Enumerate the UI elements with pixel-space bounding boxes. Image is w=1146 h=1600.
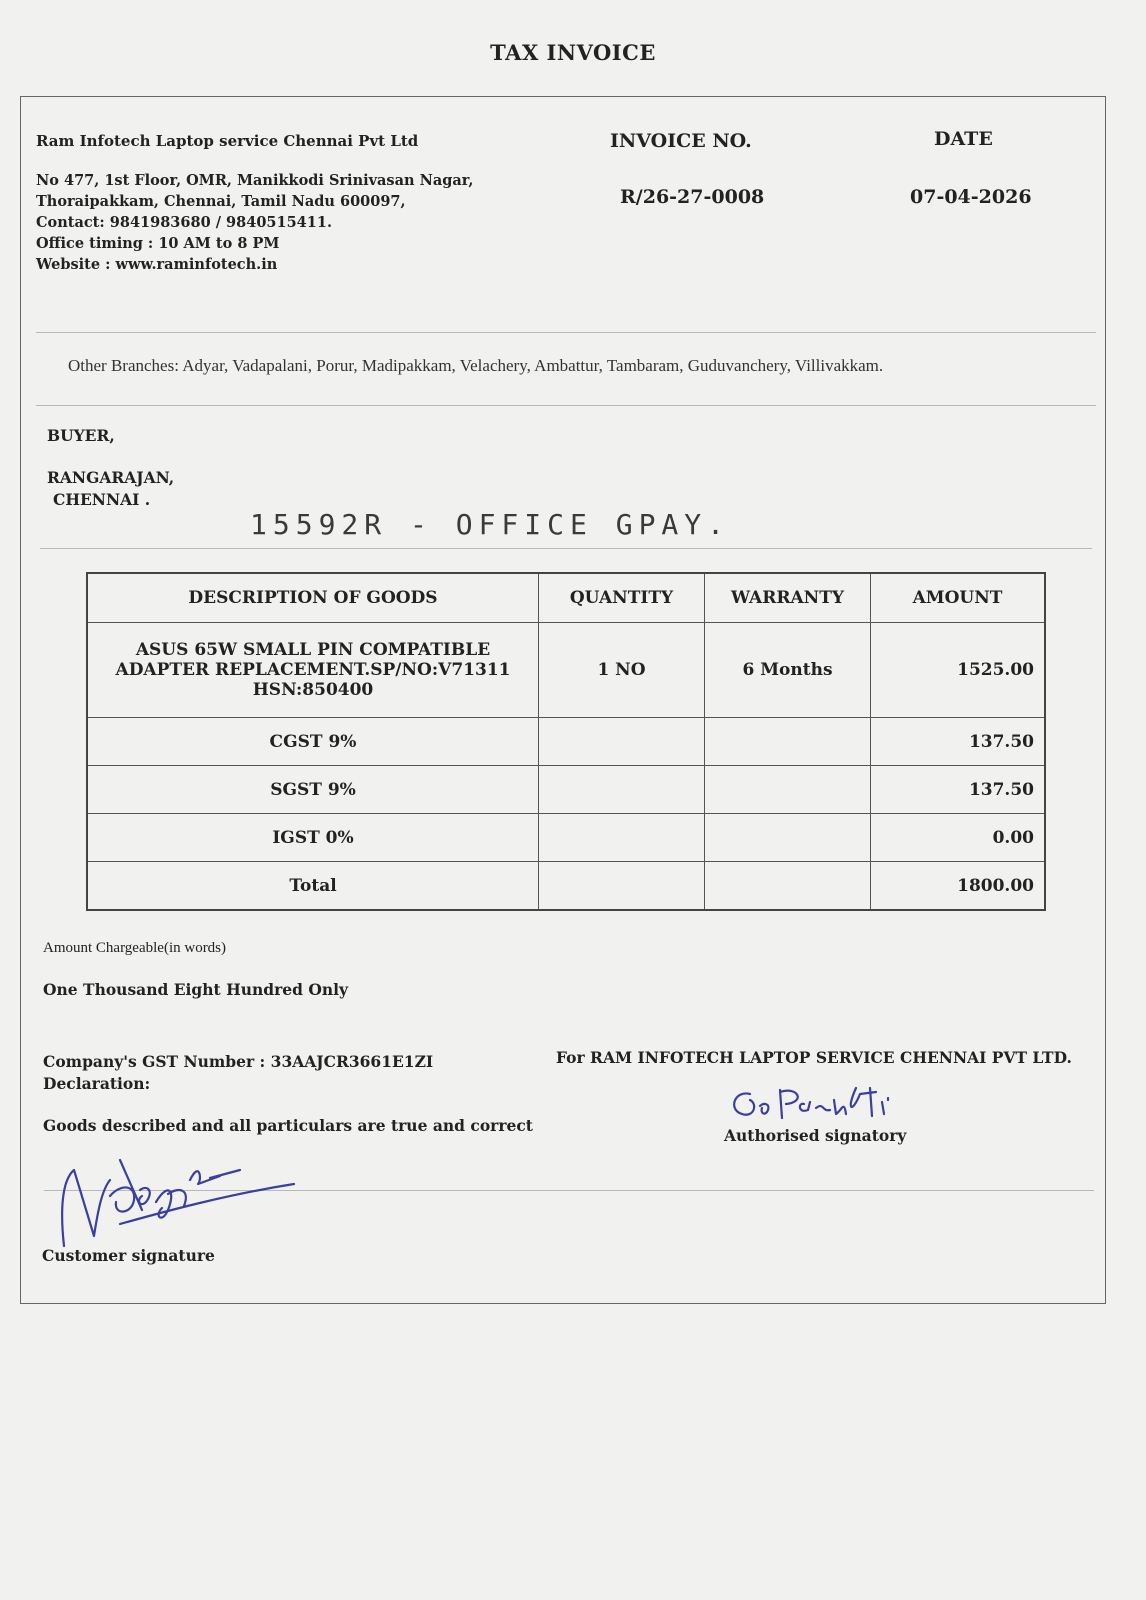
amount-words: One Thousand Eight Hundred Only bbox=[43, 980, 349, 999]
other-branches: Other Branches: Adyar, Vadapalani, Porur, Madipakkam, Velachery, Ambattur, Tambaram, Guduvanchery, Villivakkam. bbox=[68, 356, 884, 375]
page-title: TAX INVOICE bbox=[490, 40, 656, 65]
customer-signature bbox=[50, 1150, 310, 1260]
col-description: DESCRIPTION OF GOODS bbox=[87, 573, 539, 623]
for-company: For RAM INFOTECH LAPTOP SERVICE CHENNAI PVT LTD. bbox=[556, 1048, 1072, 1067]
table-header-row bbox=[87, 573, 1045, 623]
empty-cell bbox=[539, 862, 705, 911]
empty-cell bbox=[705, 766, 871, 814]
invoice-no-value: R/26-27-0008 bbox=[620, 186, 765, 208]
divider bbox=[36, 332, 1096, 333]
total-label: Total bbox=[87, 862, 539, 911]
tax-label: SGST 9% bbox=[87, 766, 539, 814]
item-description-line: ADAPTER REPLACEMENT.SP/NO:V71311 bbox=[115, 660, 511, 680]
gst-number: Company's GST Number : 33AAJCR3661E1ZI bbox=[43, 1052, 434, 1071]
declaration-label: Declaration: bbox=[43, 1074, 151, 1093]
declaration-text: Goods described and all particulars are true and correct bbox=[43, 1116, 533, 1135]
col-quantity: QUANTITY bbox=[539, 573, 705, 623]
empty-cell bbox=[705, 814, 871, 862]
empty-cell bbox=[539, 718, 705, 766]
col-amount: AMOUNT bbox=[871, 573, 1046, 623]
table-row bbox=[87, 814, 1045, 862]
total-amount: 1800.00 bbox=[871, 862, 1046, 911]
item-hsn: HSN:850400 bbox=[252, 680, 374, 700]
empty-cell bbox=[705, 718, 871, 766]
tax-label: CGST 9% bbox=[87, 718, 539, 766]
divider bbox=[40, 548, 1092, 549]
table-row bbox=[87, 766, 1045, 814]
goods-table bbox=[86, 572, 1046, 911]
empty-cell bbox=[539, 766, 705, 814]
tax-amount: 137.50 bbox=[871, 718, 1046, 766]
empty-cell bbox=[539, 814, 705, 862]
item-quantity: 1 NO bbox=[539, 623, 705, 718]
customer-signature-label: Customer signature bbox=[42, 1246, 215, 1265]
tax-amount: 0.00 bbox=[871, 814, 1046, 862]
buyer-label: BUYER, bbox=[47, 426, 115, 445]
item-amount: 1525.00 bbox=[871, 623, 1046, 718]
buyer-name: RANGARAJAN, bbox=[47, 468, 175, 487]
invoice-no-label: INVOICE NO. bbox=[610, 130, 752, 152]
divider bbox=[36, 405, 1096, 406]
date-value: 07-04-2026 bbox=[910, 186, 1032, 208]
company-name: Ram Infotech Laptop service Chennai Pvt Ltd bbox=[36, 132, 419, 150]
buyer-city: CHENNAI . bbox=[53, 490, 151, 509]
date-label: DATE bbox=[934, 128, 993, 150]
item-description bbox=[87, 623, 539, 718]
col-warranty: WARRANTY bbox=[705, 573, 871, 623]
tax-amount: 137.50 bbox=[871, 766, 1046, 814]
address-line: Thoraipakkam, Chennai, Tamil Nadu 600097, bbox=[36, 193, 406, 210]
handwritten-note: 15592R - OFFICE GPAY. bbox=[250, 508, 731, 541]
contact-line: Contact: 9841983680 / 9840515411. bbox=[36, 214, 332, 231]
amount-words-label: Amount Chargeable(in words) bbox=[43, 940, 227, 956]
tax-label: IGST 0% bbox=[87, 814, 539, 862]
empty-cell bbox=[705, 862, 871, 911]
authorised-signatory: Authorised signatory bbox=[724, 1126, 907, 1145]
website-line: Website : www.raminfotech.in bbox=[36, 256, 278, 273]
office-timing-line: Office timing : 10 AM to 8 PM bbox=[36, 235, 280, 252]
address-line: No 477, 1st Floor, OMR, Manikkodi Srinivasan Nagar, bbox=[36, 172, 474, 189]
item-warranty: 6 Months bbox=[705, 623, 871, 718]
table-row bbox=[87, 718, 1045, 766]
table-row bbox=[87, 623, 1045, 718]
item-description-line: ASUS 65W SMALL PIN COMPATIBLE bbox=[135, 640, 491, 660]
total-row bbox=[87, 862, 1045, 911]
